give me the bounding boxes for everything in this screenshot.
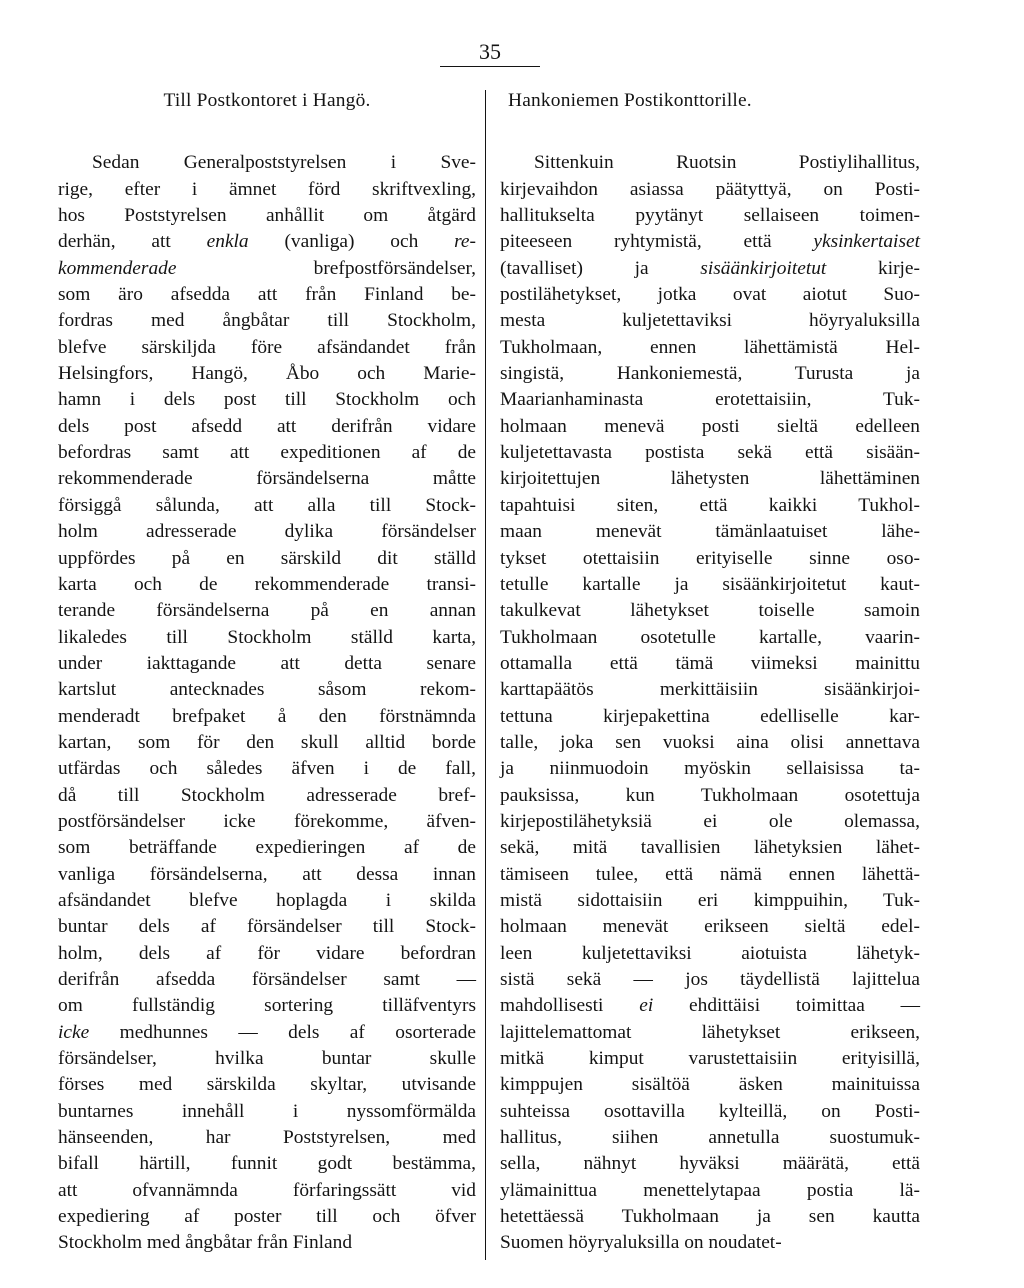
text-line: suhteissa osottavilla kylteillä, on Posti- bbox=[500, 1100, 920, 1122]
text-line: kartslut antecknades såsom rekom- bbox=[58, 679, 476, 701]
text-line: menderadt brefpaket å den förstnämnda bbox=[58, 705, 476, 727]
italic-text: kommenderade bbox=[58, 257, 177, 279]
text-line: Sedan Generalpoststyrelsen i Sve- bbox=[92, 152, 476, 174]
text-line: då till Stockholm adresserade bref- bbox=[58, 784, 476, 806]
italic-text: sisäänkirjoitetut bbox=[700, 257, 827, 279]
text-line: tapahtuisi siten, että kaikki Tukhol- bbox=[500, 494, 920, 516]
text-line: ottamalla että tämä viimeksi mainittu bbox=[500, 652, 920, 674]
finnish-body bbox=[500, 150, 920, 1256]
text-line: afsändandet blefve hoplagda i skilda bbox=[58, 889, 476, 911]
text-line: bifall härtill, funnit godt bestämma, bbox=[58, 1153, 476, 1175]
text-line: utfärdas och således äfven i de fall, bbox=[58, 758, 476, 780]
text-line: hallitukselta pyytänyt sellaiseen toimen- bbox=[500, 205, 920, 227]
italic-text: re- bbox=[454, 231, 476, 253]
text-line: som beträffande expedieringen af de bbox=[58, 837, 476, 859]
text-line: takulkevat lähetykset toiselle samoin bbox=[500, 600, 920, 622]
text-line: fordras med ångbåtar till Stockholm, bbox=[58, 310, 476, 332]
text-line bbox=[500, 256, 920, 282]
text-line: karttapäätös merkittäisiin sisäänkirjoi- bbox=[500, 679, 920, 701]
text-line: Tukholmaan osotetulle kartalle, vaarin- bbox=[500, 626, 920, 648]
text-line: tettuna kirjepakettina edelliselle kar- bbox=[500, 705, 920, 727]
text-line: kimppujen sisältöä äsken mainituissa bbox=[500, 1074, 920, 1096]
text-line: kuljetettavasta postista sekä että sisään- bbox=[500, 442, 920, 464]
text-line: tämiseen tulee, että nämä ennen lähettä- bbox=[500, 863, 920, 885]
text-line: rige, efter i ämnet förd skriftvexling, bbox=[58, 178, 476, 200]
text-line: Maarianhaminasta erotettaisiin, Tuk- bbox=[500, 389, 920, 411]
text-run: mahdollisesti bbox=[500, 995, 640, 1017]
text-line: talle, joka sen vuoksi aina olisi annettava bbox=[500, 731, 920, 753]
text-line: att ofvannämnda förfaringssätt vid bbox=[58, 1179, 476, 1201]
text-line: om fullständig sortering tilläfventyrs bbox=[58, 995, 476, 1017]
text-line: ylämainittua menettelytapaa postia lä- bbox=[500, 1179, 920, 1201]
italic-text: ei bbox=[639, 995, 654, 1017]
text-line: kirjevaihdon asiassa päätyttyä, on Posti- bbox=[500, 178, 920, 200]
text-line: kirjoitettujen lähetysten lähettäminen bbox=[500, 468, 920, 490]
italic-text: icke bbox=[58, 1021, 90, 1043]
text-run: medhunnes — dels af osorterade bbox=[89, 1021, 476, 1043]
swedish-column bbox=[58, 88, 476, 1257]
text-line: holmaan menevä posti sieltä edelleen bbox=[500, 415, 920, 437]
text-line: karta och de rekommenderade transi- bbox=[58, 573, 476, 595]
text-line: sella, nähnyt hyväksi määrätä, että bbox=[500, 1153, 920, 1175]
text-line: sistä sekä — jos täydellistä lajittelua bbox=[500, 969, 920, 990]
text-line: ja niinmuodoin myöskin sellaisissa ta- bbox=[500, 758, 920, 780]
text-line: singistä, Hankoniemestä, Turusta ja bbox=[500, 363, 920, 385]
text-line: pauksissa, kun Tukholmaan osotettuja bbox=[500, 784, 920, 806]
text-line: holmaan menevät erikseen sieltä edel- bbox=[500, 916, 920, 938]
swedish-heading: Till Postkontoret i Hangö. bbox=[163, 90, 371, 111]
text-line: Suomen höyryaluksilla on noudatet- bbox=[500, 1232, 782, 1254]
text-line: hänseenden, har Poststyrelsen, med bbox=[58, 1127, 476, 1149]
italic-text: yksinkertaiset bbox=[813, 231, 920, 253]
text-run: ehdittäisi toimittaa — bbox=[653, 995, 921, 1017]
text-line: holm adresserade dylika försändelser bbox=[58, 521, 476, 543]
page-number: 35 bbox=[479, 39, 501, 64]
text-line: hos Poststyrelsen anhållit om åtgärd bbox=[58, 205, 476, 227]
text-line bbox=[500, 229, 920, 255]
text-line: som äro afsedda att från Finland be- bbox=[58, 284, 476, 306]
swedish-body bbox=[58, 150, 476, 1256]
text-line: rekommenderade försändelserna måtte bbox=[58, 468, 476, 490]
text-line: kirjepostilähetyksiä ei ole olemassa, bbox=[500, 810, 920, 832]
text-line: leen kuljetettaviksi aiotuista lähetyk- bbox=[500, 942, 920, 964]
finnish-column bbox=[500, 88, 920, 1257]
text-line: Sittenkuin Ruotsin Postiylihallitus, bbox=[534, 152, 920, 174]
text-line: befordras samt att expeditionen af de bbox=[58, 442, 476, 464]
text-line: lajittelemattomat lähetykset erikseen, bbox=[500, 1021, 920, 1043]
text-line: postförsändelser icke förekomme, äfven- bbox=[58, 810, 476, 832]
text-line bbox=[58, 256, 476, 282]
text-line bbox=[58, 229, 476, 255]
text-line: Tukholmaan, ennen lähettämistä Hel- bbox=[500, 336, 920, 358]
text-line: sekä, mitä tavallisien lähetyksien lähet- bbox=[500, 837, 920, 859]
text-line bbox=[58, 1020, 476, 1046]
text-line bbox=[500, 993, 920, 1019]
text-line: Stockholm med ångbåtar från Finland bbox=[58, 1232, 353, 1254]
text-line: expediering af poster till och öfver bbox=[58, 1206, 476, 1228]
text-line: uppfördes på en särskild dit ställd bbox=[58, 547, 476, 569]
text-line: dels post afsedd att derifrån vidare bbox=[58, 415, 476, 437]
text-line: försändelser, hvilka buntar skulle bbox=[58, 1048, 476, 1070]
page-number-rule bbox=[440, 66, 540, 67]
text-line: postilähetykset, jotka ovat aiotut Suo- bbox=[500, 284, 920, 306]
text-line: derifrån afsedda försändelser samt — bbox=[58, 969, 476, 990]
italic-text: enkla bbox=[206, 231, 249, 253]
text-line: tetulle kartalle ja sisäänkirjoitetut kaut- bbox=[500, 573, 920, 595]
text-line: buntar dels af försändelser till Stock- bbox=[58, 916, 476, 938]
text-line: maan menevät tämänlaatuiset lähe- bbox=[500, 521, 920, 543]
text-line: försiggå sålunda, att alla till Stock- bbox=[58, 494, 476, 516]
text-run: piteeseen ryhtymistä, että bbox=[500, 231, 814, 253]
text-line: buntarnes innehåll i nyssomförmälda bbox=[58, 1100, 476, 1122]
text-line: hallitus, siihen annetulla suostumuk- bbox=[500, 1127, 920, 1149]
text-line: hetettäessä Tukholmaan ja sen kautta bbox=[500, 1206, 920, 1228]
text-line: mesta kuljetettaviksi höyryaluksilla bbox=[500, 310, 920, 332]
text-line: vanliga försändelserna, att dessa innan bbox=[58, 863, 476, 885]
text-line: Helsingfors, Hangö, Åbo och Marie- bbox=[58, 363, 476, 385]
text-line: under iakttagande att detta senare bbox=[58, 652, 476, 674]
text-line: blefve särskiljda före afsändandet från bbox=[58, 336, 476, 358]
text-line: mistä sidottaisiin eri kimppuihin, Tuk- bbox=[500, 889, 920, 911]
text-line: tykset otettaisiin erityiselle sinne oso- bbox=[500, 547, 920, 569]
text-line: mitkä kimput varustettaisiin erityisillä, bbox=[500, 1048, 920, 1070]
text-run: (vanliga) och bbox=[248, 231, 455, 253]
text-line: kartan, som för den skull alltid borde bbox=[58, 731, 476, 753]
text-line: hamn i dels post till Stockholm och bbox=[58, 389, 476, 411]
text-line: likaledes till Stockholm ställd karta, bbox=[58, 626, 476, 648]
text-run: derhän, att bbox=[58, 231, 207, 253]
text-run: (tavalliset) ja bbox=[500, 257, 701, 279]
finnish-heading: Hankoniemen Postikonttorille. bbox=[508, 90, 752, 111]
text-run: brefpostförsändelser, bbox=[176, 257, 476, 279]
text-run: kirje- bbox=[826, 257, 921, 279]
text-line: förses med särskilda skyltar, utvisande bbox=[58, 1074, 476, 1096]
text-line: holm, dels af för vidare befordran bbox=[58, 942, 476, 964]
text-line: terande försändelserna på en annan bbox=[58, 600, 476, 622]
column-divider bbox=[485, 90, 486, 1260]
